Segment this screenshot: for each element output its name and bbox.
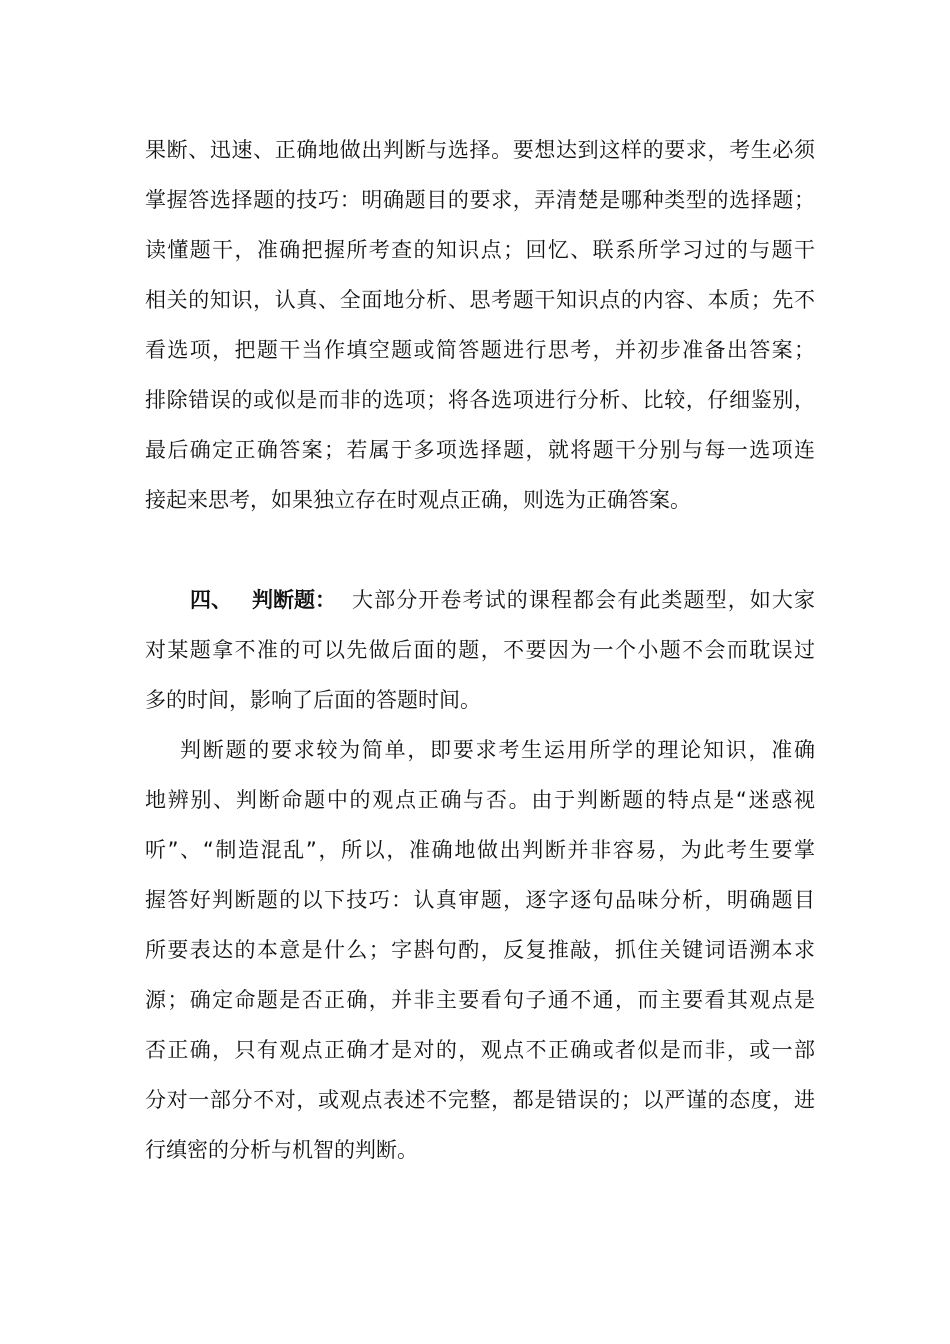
paragraph-3-line-2: 地辨别、判断命题中的观点正确与否。由于判断题的特点是“迷惑视	[145, 788, 815, 812]
paragraph-3-line-7: 否正确，只有观点正确才是对的，观点不正确或者似是而非，或一部	[145, 1038, 815, 1062]
paragraph-3-line-6: 源；确定命题是否正确，并非主要看句子通不通，而主要看其观点是	[145, 988, 815, 1012]
paragraph-1-line-3: 读懂题干，准确把握所考查的知识点；回忆、联系所学习过的与题干	[145, 238, 815, 262]
section-4-title: 判断题：	[252, 588, 336, 612]
paragraph-1-line-1: 果断、迅速、正确地做出判断与选择。要想达到这样的要求，考生必须	[145, 138, 815, 162]
paragraph-1-line-5: 看选项，把题干当作填空题或简答题进行思考，并初步准备出答案；	[145, 338, 815, 362]
paragraph-1-line-8: 接起来思考，如果独立存在时观点正确，则选为正确答案。	[145, 488, 691, 512]
paragraph-1-line-2: 掌握答选择题的技巧：明确题目的要求，弄清楚是哪种类型的选择题；	[145, 188, 815, 212]
section-4-line-3: 多的时间，影响了后面的答题时间。	[145, 688, 481, 712]
section-4-line-1: 大部分开卷考试的课程都会有此类题型，如大家	[352, 588, 815, 612]
section-4-number: 四、	[190, 588, 232, 612]
paragraph-3-line-8: 分对一部分不对，或观点表述不完整，都是错误的；以严谨的态度，进	[145, 1088, 815, 1112]
paragraph-1-line-6: 排除错误的或似是而非的选项；将各选项进行分析、比较，仔细鉴别，	[145, 388, 815, 412]
paragraph-3-line-9: 行缜密的分析与机智的判断。	[145, 1138, 418, 1162]
section-4-first-line	[190, 585, 815, 615]
paragraph-3-line-1: 判断题的要求较为简单，即要求考生运用所学的理论知识，准确	[180, 738, 815, 762]
section-4-line-2: 对某题拿不准的可以先做后面的题，不要因为一个小题不会而耽误过	[145, 638, 815, 662]
paragraph-1-line-7: 最后确定正确答案；若属于多项选择题，就将题干分别与每一选项连	[145, 438, 815, 462]
paragraph-1-line-4: 相关的知识，认真、全面地分析、思考题干知识点的内容、本质；先不	[145, 288, 815, 312]
paragraph-3-line-4: 握答好判断题的以下技巧：认真审题，逐字逐句品味分析，明确题目	[145, 888, 815, 912]
paragraph-3-line-3: 听”、“制造混乱”，所以，准确地做出判断并非容易，为此考生要掌	[145, 838, 815, 862]
paragraph-3-line-5: 所要表达的本意是什么；字斟句酌，反复推敲，抓住关键词语溯本求	[145, 938, 815, 962]
